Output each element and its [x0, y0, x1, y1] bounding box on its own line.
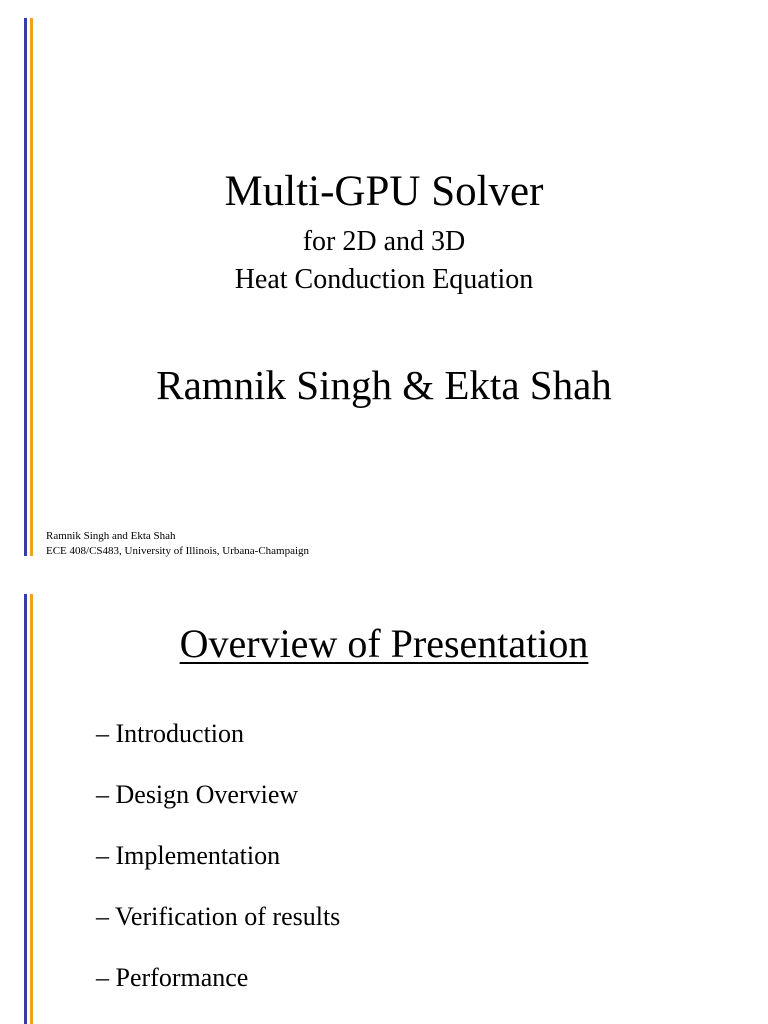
footer-authors: Ramnik Singh and Ekta Shah: [46, 530, 176, 542]
slide-subtitle-line-2: Heat Conduction Equation: [234, 264, 534, 295]
slide-subtitle-line-1: for 2D and 3D: [302, 226, 466, 257]
agenda-item-implementation: – Implementation: [96, 841, 281, 870]
agenda-item-verification: – Verification of results: [96, 902, 341, 931]
slide-authors: Ramnik Singh & Ekta Shah: [156, 362, 612, 408]
overview-slide: [0, 576, 768, 1024]
agenda-item-performance: – Performance: [96, 963, 249, 992]
slide-title: Multi-GPU Solver: [224, 168, 544, 215]
footer-course: ECE 408/CS483, University of Illinois, Urbana-Champaign: [46, 545, 310, 557]
overview-title-text: Overview of Presentation: [179, 621, 589, 666]
agenda-item-design-overview: – Design Overview: [96, 780, 299, 809]
overview-title: [0, 618, 768, 670]
agenda-list: [96, 716, 340, 1021]
agenda-item-introduction: – Introduction: [96, 719, 245, 748]
